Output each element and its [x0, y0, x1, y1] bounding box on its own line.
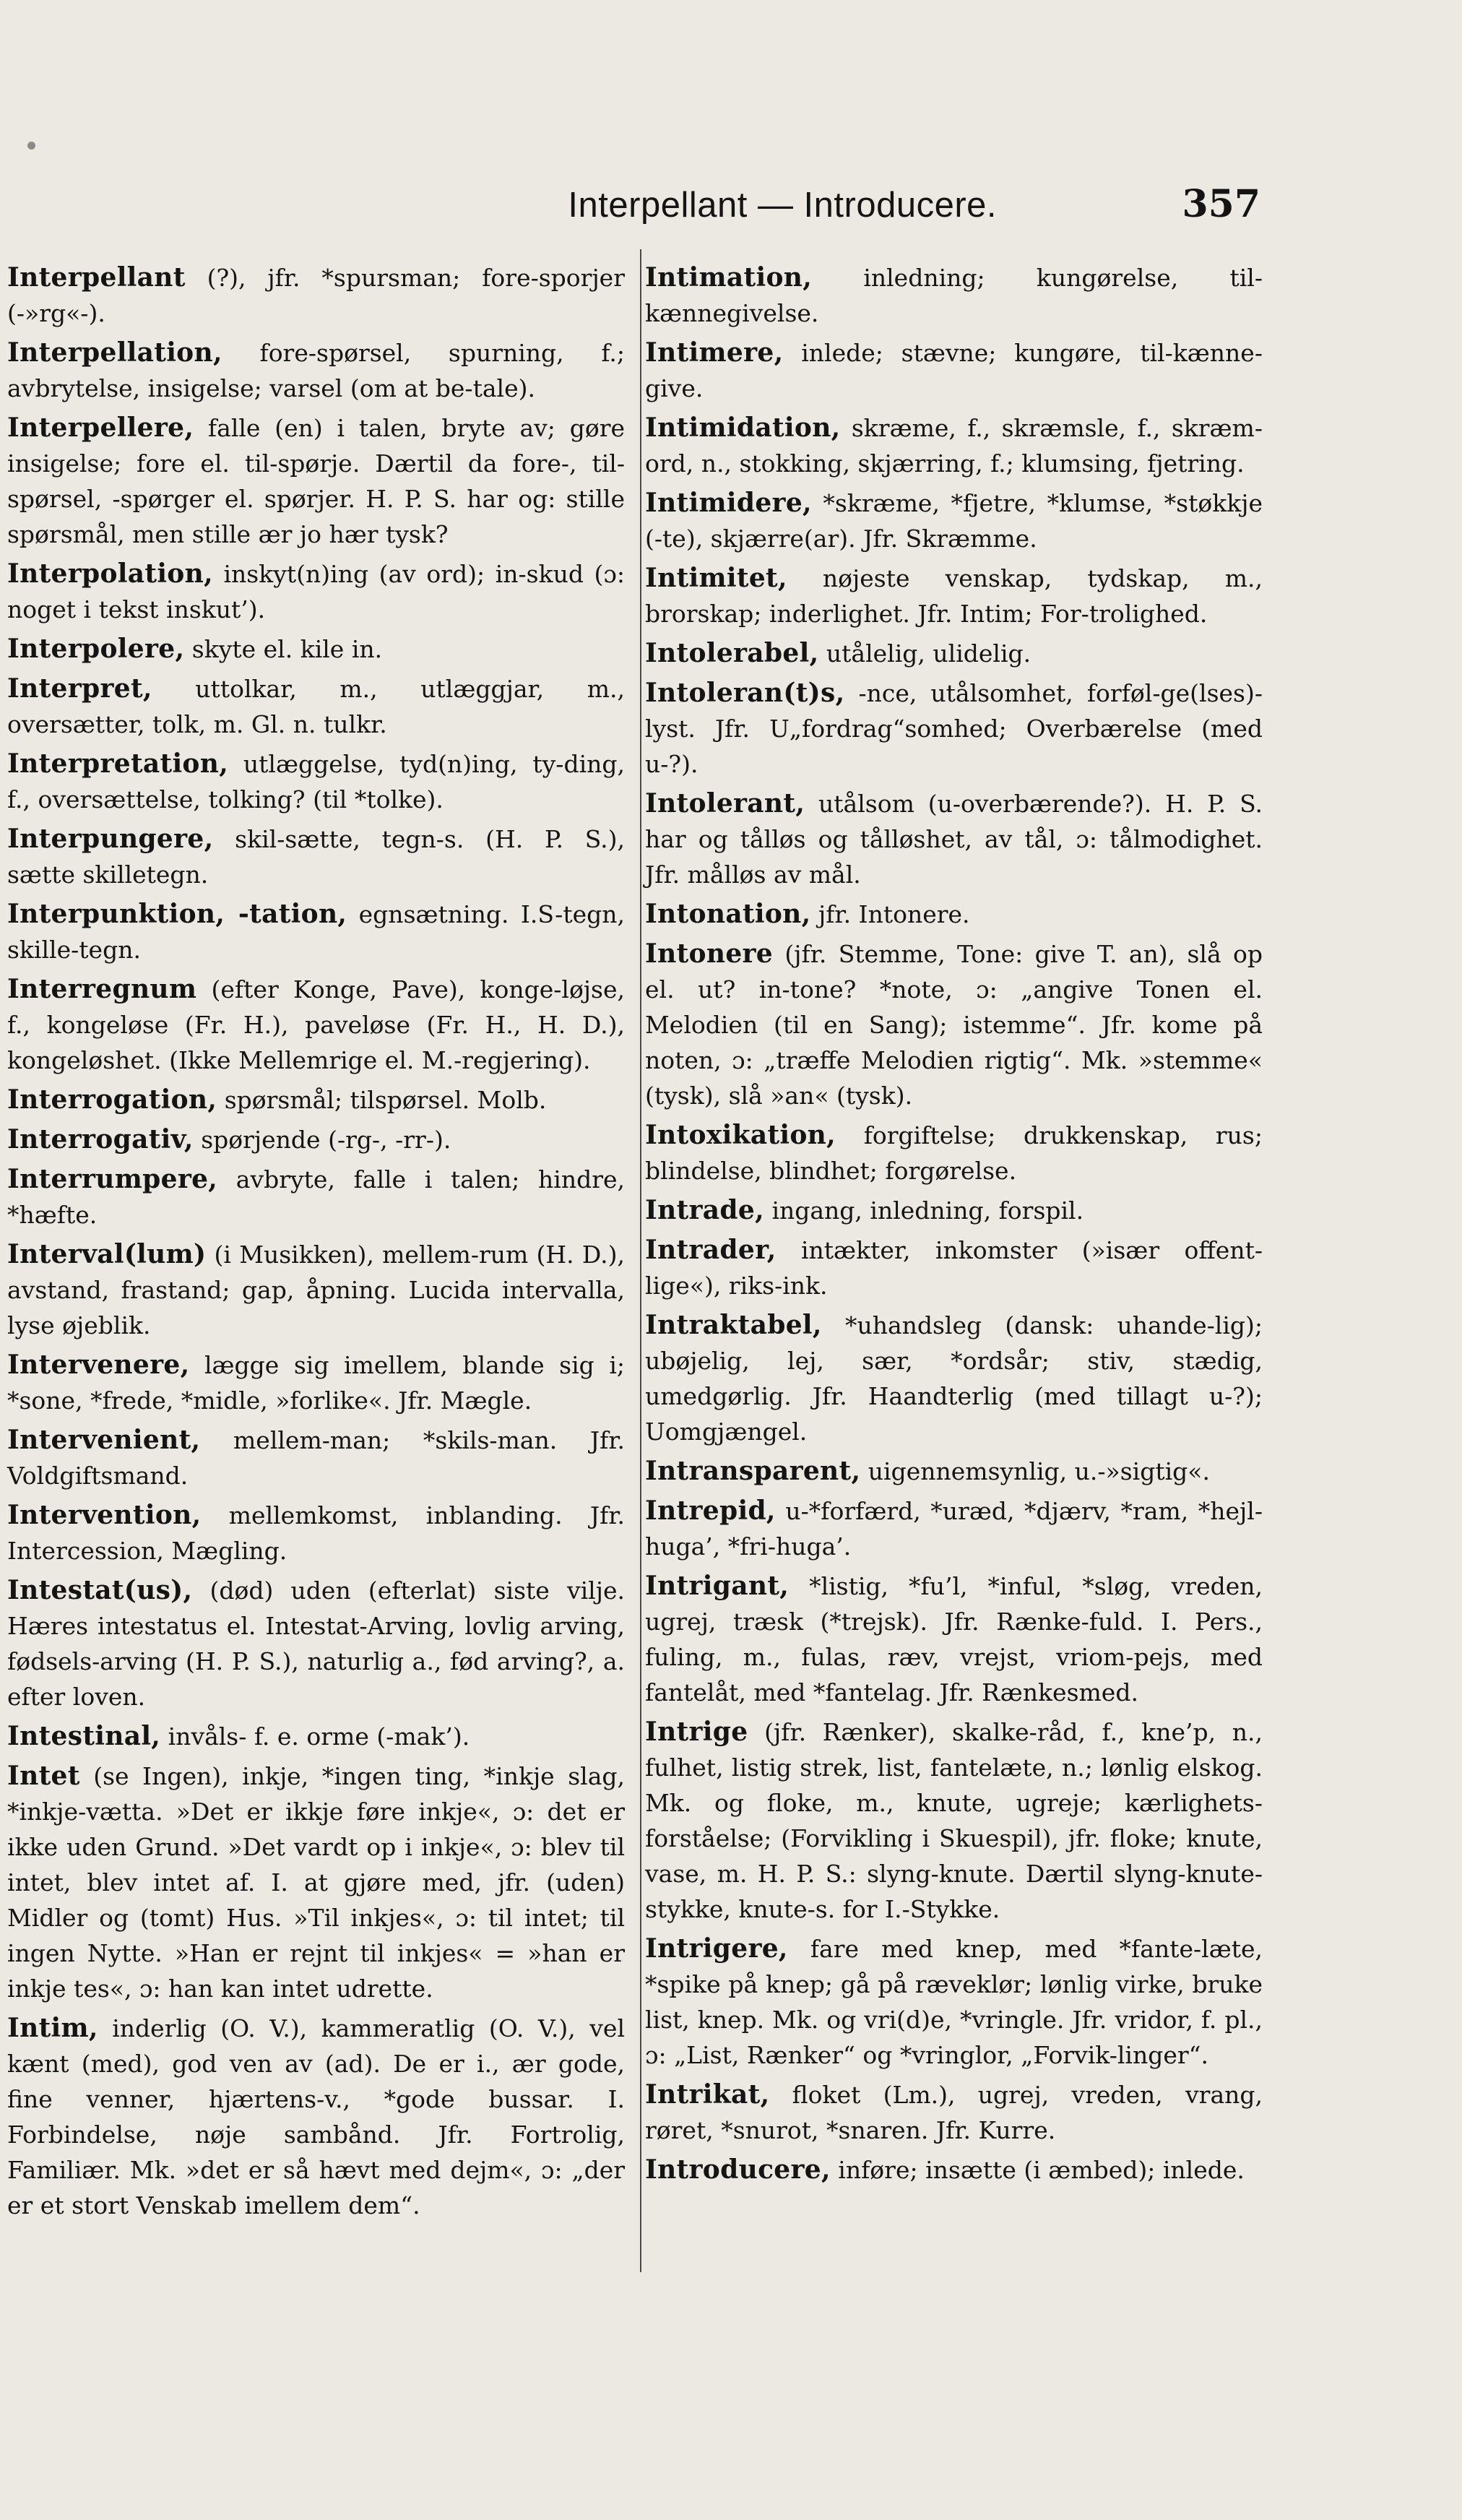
entry-definition: (død) uden (efterlat) siste vilje. Hæres intestatus el. Intestat-Arving, lovlig arving, fødsels-arving (H. P. S.), naturlig a., fød arving?, a. efter loven.	[7, 1576, 625, 1711]
dictionary-entry	[645, 335, 1263, 406]
entry-definition: skil-sætte, tegn-s. (H. P. S.), sætte skilletegn.	[7, 825, 625, 889]
entry-headword: Interpret,	[7, 673, 152, 704]
entry-headword: Interpunktion, -tation,	[7, 899, 347, 929]
entry-definition: *uhandsleg (dansk: uhande-lig); ubøjelig, lej, sær, *ordsår; stiv, stædig, umedgørlig. Jfr. Haandterlig (med tillagt u-?); Uomgjængel.	[645, 1311, 1263, 1446]
entry-definition: invåls- f. e. orme (-mak’).	[160, 1722, 470, 1751]
entry-definition: inderlig (O. V.), kammeratlig (O. V.), vel kænt (med), god ven av (ad). De er i., ær gode, fine venner, hjærtens-v., *gode bussar. I. Forbindelse, nøje sambånd. Jfr. Fortrolig, Familiær. Mk. »det er så hævt med dejm«, ɔ: „der er et stort Venskab imellem dem“.	[7, 2014, 625, 2219]
dictionary-entry	[645, 410, 1263, 481]
dictionary-entry	[7, 631, 625, 667]
dictionary-entry	[645, 1233, 1263, 1303]
entry-headword: Intrigant,	[645, 1571, 790, 1601]
dictionary-entry	[7, 821, 625, 892]
entry-definition: inlede; stævne; kungøre, til-kænne-give.	[645, 339, 1263, 402]
entry-headword: Intimation,	[645, 262, 813, 293]
page-title: Interpellant — Introducere.	[568, 186, 998, 225]
entry-headword: Intonere	[645, 938, 774, 969]
entry-headword: Interrumpere,	[7, 1164, 218, 1194]
dictionary-entry	[645, 1493, 1263, 1564]
entry-headword: Interpellere,	[7, 413, 194, 443]
dictionary-entry	[645, 2152, 1263, 2188]
dictionary-entry	[7, 410, 625, 552]
entry-headword: Interpellant	[7, 262, 186, 293]
entry-definition: avbryte, falle i talen; hindre, *hæfte.	[7, 1165, 625, 1229]
entry-definition: forgiftelse; drukkenskap, rus; blindelse, blindhet; forgørelse.	[645, 1121, 1263, 1185]
entry-headword: Intervention,	[7, 1500, 202, 1530]
dictionary-entry	[645, 1568, 1263, 1710]
entry-headword: Intonation,	[645, 899, 811, 929]
entry-headword: Interrogation,	[7, 1084, 217, 1115]
dictionary-entry	[7, 671, 625, 742]
dictionary-entry	[7, 1237, 625, 1343]
entry-definition: spørsmål; tilspørsel. Molb.	[217, 1086, 547, 1114]
dictionary-entry	[7, 1122, 625, 1157]
entry-headword: Intrader,	[645, 1235, 777, 1265]
entry-headword: Interpungere,	[7, 824, 214, 854]
entry-definition: intækter, inkomster (»især offent-lige«), riks-ink.	[645, 1236, 1263, 1300]
entry-headword: Intimidere,	[645, 488, 812, 518]
entry-headword: Intervenient,	[7, 1425, 201, 1455]
dictionary-entry	[645, 1714, 1263, 1927]
right-column	[645, 260, 1263, 2192]
entry-headword: Interval(lum)	[7, 1239, 207, 1269]
entry-headword: Interpellation,	[7, 337, 222, 368]
ink-speck	[27, 142, 35, 150]
entry-definition: inføre; insætte (i æmbed); inlede.	[830, 2156, 1245, 2184]
dictionary-entry	[7, 972, 625, 1078]
dictionary-entry	[645, 936, 1263, 1113]
dictionary-entry	[7, 1082, 625, 1118]
dictionary-entry	[645, 636, 1263, 671]
entry-headword: Intimitet,	[645, 563, 787, 593]
entry-definition: (i Musikken), mellem-rum (H. D.), avstand, frastand; gap, åpning. Lucida intervalla, lyse øjeblik.	[7, 1240, 625, 1339]
entry-definition: skyte el. kile in.	[184, 635, 383, 663]
entry-definition: u-*forfærd, *uræd, *djærv, *ram, *hejl-huga’, *fri-huga’.	[645, 1497, 1263, 1561]
entry-definition: ingang, inledning, forspil.	[764, 1196, 1084, 1225]
dictionary-entry	[645, 486, 1263, 556]
entry-headword: Interrogativ,	[7, 1124, 194, 1155]
entry-definition: *skræme, *fjetre, *klumse, *støkkje (-te), skjærre(ar). Jfr. Skræmme.	[645, 489, 1263, 553]
dictionary-entry	[645, 786, 1263, 892]
dictionary-entry	[645, 1193, 1263, 1228]
entry-definition: fore-spørsel, spurning, f.; avbrytelse, insigelse; varsel (om at be-tale).	[7, 339, 625, 402]
dictionary-entry	[7, 1347, 625, 1418]
entry-definition: uigennemsynlig, u.-»sigtig«.	[860, 1457, 1210, 1485]
dictionary-entry	[645, 1118, 1263, 1188]
entry-headword: Interpolere,	[7, 634, 185, 664]
entry-definition: utålelig, ulidelig.	[818, 639, 1031, 668]
entry-headword: Interpretation,	[7, 748, 229, 779]
entry-definition: (jfr. Rænker), skalke-råd, f., kne’p, n., fulhet, listig strek, list, fantelæte, n.; lønlig elskog. Mk. og floke, m., knute, ugreje; kærlighets-forståelse; (Forvikling i Skuespil), jfr. floke; knute, vase, m. H. P. S.: slyng-knute. Dærtil slyng-knute-stykke, knute-s. for I.-Stykke.	[645, 1718, 1263, 1923]
entry-definition: utålsom (u-overbærende?). H. P. S. har og tålløs og tålløshet, av tål, ɔ: tålmodighet. Jfr. målløs av mål.	[645, 790, 1263, 889]
entry-definition: floket (Lm.), ugrej, vreden, vrang, røret, *snurot, *snaren. Jfr. Kurre.	[645, 2081, 1263, 2144]
entry-headword: Intestat(us),	[7, 1575, 193, 1605]
entry-headword: Intrige	[645, 1717, 748, 1747]
entry-headword: Intoxikation,	[645, 1120, 836, 1150]
dictionary-entry	[645, 897, 1263, 932]
entry-headword: Intolerabel,	[645, 638, 819, 668]
entry-definition: utlæggelse, tyd(n)ing, ty-ding, f., oversættelse, tolking? (til *tolke).	[7, 750, 625, 814]
dictionary-entry	[7, 335, 625, 406]
entry-definition: fare med knep, med *fante-læte, *spike på knep; gå på ræveklør; lønlig virke, bruke list, knep. Mk. og vri(d)e, *vringle. Jfr. vridor, f. pl., ɔ: „List, Rænker“ og *vringlor, „Forvik-linger“.	[645, 1935, 1263, 2069]
entry-definition: (jfr. Stemme, Tone: give T. an), slå op el. ut? in-tone? *note, ɔ: „angive Tonen el. Melodien (til en Sang); istemme“. Jfr. kome på noten, ɔ: „træffe Melodien rigtig“. Mk. »stemme« (tysk), slå »an« (tysk).	[645, 940, 1263, 1110]
dictionary-entry	[7, 1162, 625, 1233]
entry-definition: mellem-man; *skils-man. Jfr. Voldgiftsmand.	[7, 1426, 625, 1490]
entry-definition: (se Ingen), inkje, *ingen ting, *inkje slag, *inkje-vætta. »Det er ikkje føre inkje«, ɔ: det er ikke uden Grund. »Det vardt op i inkje«, ɔ: blev til intet, blev intet af. I. at gjøre med, jfr. (uden) Midler og (tomt) Hus. »Til inkjes«, ɔ: til intet; til ingen Nytte. »Han er rejnt til inkjes« = »han er inkje tes«, ɔ: han kan intet udrette.	[7, 1762, 625, 2003]
entry-definition: spørjende (-rg-, -rr-).	[193, 1126, 451, 1154]
entry-headword: Intolerant,	[645, 788, 805, 819]
entry-definition: *listig, *fu’l, *inful, *sløg, vreden, ugrej, træsk (*trejsk). Jfr. Rænke-fuld. I. Pers., fuling, m., fulas, ræv, vrejst, vriom-pejs, med fantelåt, med *fantelag. Jfr. Rænkesmed.	[645, 1572, 1263, 1706]
page-header	[383, 182, 1260, 240]
dictionary-entry	[7, 556, 625, 627]
entry-headword: Intrade,	[645, 1195, 764, 1225]
entry-headword: Intestinal,	[7, 1721, 161, 1751]
entry-definition: inskyt(n)ing (av ord); in-skud (ɔ: noget i tekst inskut’).	[7, 560, 625, 623]
entry-headword: Intimidation,	[645, 413, 841, 443]
entry-headword: Intransparent,	[645, 1456, 861, 1486]
dictionary-entry	[645, 2077, 1263, 2148]
entry-headword: Intraktabel,	[645, 1310, 822, 1340]
dictionary-entry	[645, 260, 1263, 331]
dictionary-entry	[645, 1454, 1263, 1489]
dictionary-entry	[7, 1423, 625, 1493]
dictionary-entry	[645, 1931, 1263, 2073]
dictionary-entry	[7, 2011, 625, 2223]
entry-definition: (efter Konge, Pave), konge-løjse, f., kongeløse (Fr. H.), paveløse (Fr. H., H. D.), kongeløshet. (Ikke Mellemrige el. M.-regjering).	[7, 975, 625, 1074]
entry-definition: (?), jfr. *spursman; fore-sporjer (-»rg«-).	[7, 264, 625, 327]
entry-definition: egnsætning. I.S-tegn, skille-tegn.	[7, 900, 625, 964]
entry-definition: lægge sig imellem, blande sig i; *sone, *frede, *midle, »forlike«. Jfr. Mægle.	[7, 1351, 625, 1415]
dictionary-entry	[7, 1498, 625, 1568]
entry-headword: Interregnum	[7, 974, 197, 1004]
entry-definition: mellemkomst, inblanding. Jfr. Intercession, Mægling.	[7, 1501, 625, 1565]
entry-headword: Intrikat,	[645, 2079, 770, 2110]
entry-headword: Intrepid,	[645, 1496, 776, 1526]
entry-definition: skræme, f., skræmsle, f., skræm-ord, n., stokking, skjærring, f.; klumsing, fjetring.	[645, 414, 1263, 478]
entry-headword: Introducere,	[645, 2154, 831, 2185]
dictionary-entry	[645, 676, 1263, 782]
entry-headword: Intet	[7, 1761, 80, 1791]
entry-definition: jfr. Intonere.	[810, 900, 970, 928]
page-number: 357	[1182, 182, 1260, 226]
entry-headword: Intimere,	[645, 337, 784, 368]
column-divider	[640, 249, 641, 2272]
entry-headword: Intrigere,	[645, 1933, 788, 1964]
entry-headword: Interpolation,	[7, 558, 213, 589]
entry-definition: -nce, utålsomhet, forføl-ge(lses)-lyst. Jfr. U„fordrag“somhed; Overbærelse (med u-?).	[645, 679, 1263, 778]
dictionary-entry	[7, 1759, 625, 2006]
dictionary-entry	[7, 260, 625, 331]
dictionary-entry	[7, 1719, 625, 1754]
entry-definition: uttolkar, m., utlæggjar, m., oversætter, tolk, m. Gl. n. tulkr.	[7, 675, 625, 738]
dictionary-entry	[7, 1573, 625, 1714]
dictionary-entry	[7, 897, 625, 967]
entry-definition: inledning; kungørelse, til-kænnegivelse.	[645, 264, 1263, 327]
entry-definition: nøjeste venskap, tydskap, m., brorskap; inderlighet. Jfr. Intim; For-trolighed.	[645, 564, 1263, 628]
entry-headword: Intoleran(t)s,	[645, 678, 845, 708]
entry-headword: Intervenere,	[7, 1350, 190, 1380]
entry-definition: falle (en) i talen, bryte av; gøre insigelse; fore el. til-spørje. Dærtil da fore-, til-spørsel, -spørger el. spørjer. H. P. S. har og: stille spørsmål, men stille ær jo hær tysk?	[7, 414, 625, 548]
dictionary-entry	[645, 1308, 1263, 1449]
left-column	[7, 260, 625, 2227]
dictionary-entry	[7, 746, 625, 817]
entry-headword: Intim,	[7, 2013, 98, 2043]
dictionary-entry	[645, 561, 1263, 631]
